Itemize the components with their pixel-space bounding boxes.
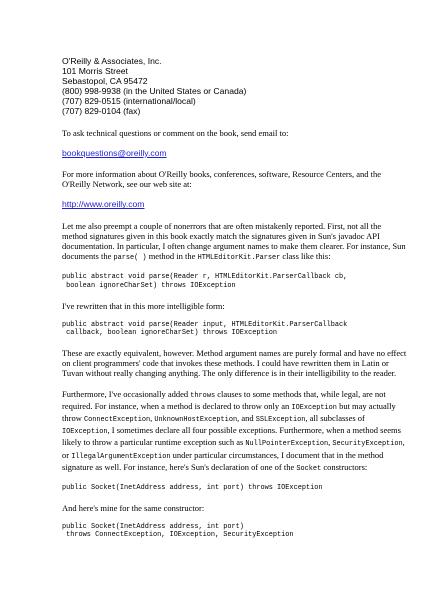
street-address: 101 Morris Street xyxy=(62,66,128,77)
nullpointerexception-code: NullPointerException xyxy=(245,440,329,449)
throws-text-9: , or xyxy=(62,437,405,460)
fax-number: (707) 829-0104 (fax) xyxy=(62,106,141,117)
email-link-paragraph xyxy=(62,148,407,158)
throws-text-1: Furthermore, I've occasionally added xyxy=(62,388,191,399)
more-info-paragraph: For more information about O'Reilly books, conferences, software, Resource Centers, and the O'Reilly Network, see our web site at: xyxy=(62,168,382,190)
throws-text-3: but may actually throw xyxy=(62,400,396,423)
throws-text-10: under particular circumstances, I document that in the method signature as well. For instance, here's Sun's declaration of one of the xyxy=(62,449,384,472)
throws-text-6: , all subclasses of xyxy=(305,412,365,423)
illegalargumentexception-code: IllegalArgumentException xyxy=(71,452,171,461)
website-link[interactable]: http://www.oreilly.com xyxy=(62,199,145,210)
throws-text-11: constructors: xyxy=(321,461,368,472)
website-link-paragraph xyxy=(62,199,407,209)
nonerrors-text-3: class like this: xyxy=(280,251,331,262)
socket-class-code: Socket xyxy=(296,464,322,473)
email-link[interactable]: bookquestions@oreilly.com xyxy=(62,147,167,158)
nonerrors-paragraph xyxy=(62,221,407,264)
equivalent-paragraph: These are exactly equivalent, however. Method argument names are purely formal and have no effect on client programmers' code that invokes these methods. I could have rewritten them in Latin or Tuvan without really changing anything. The only difference is in their intelligibility to the reader. xyxy=(62,347,407,379)
company-name: O'Reilly & Associates, Inc. xyxy=(62,56,162,66)
sslexception-code: SSLException xyxy=(255,415,306,424)
connectexception-code: ConnectException xyxy=(83,415,151,424)
parser-class-code: HTMLEditorKit.Parser xyxy=(197,254,281,263)
parse-method-code: parse( ) xyxy=(113,254,147,263)
rewritten-parse-signature: public abstract void parse(Reader input, HTMLEditorKit.ParserCallback callback, boolean ignoreCharSet) throws IOException xyxy=(62,320,348,338)
rewritten-paragraph: I've rewritten that in this more intelligible form: xyxy=(62,300,225,311)
sun-socket-signature: public Socket(InetAddress address, int port) throws IOException xyxy=(62,484,323,492)
mine-paragraph: And here's mine for the same constructor: xyxy=(62,502,205,513)
throws-text-5: , and xyxy=(237,412,256,423)
securityexception-code: SecurityException xyxy=(332,440,403,449)
throws-text-4: , xyxy=(150,412,155,423)
ioexception-code: IOException xyxy=(291,403,337,412)
throws-text-2: clauses to some methods that, while legal, are not required. For instance, when a method is declared to throw only an xyxy=(62,388,386,411)
phone-us: (800) 998-9938 (in the United States or Canada) xyxy=(62,86,247,97)
throws-text-7: , I sometimes declare all four possible exceptions. Furthermore, when a method seems likely to throw a particular runtime exception such as xyxy=(62,425,401,448)
throws-paragraph xyxy=(62,389,407,474)
nonerrors-text-1: Let me also preempt a couple of nonerrors that are often mistakenly reported. First, not all the method signatures given in this book exactly match the signatures given in Sun's javadoc API documentation. In particular, I often change argument names to make them clearer. For instance, Sun documents the xyxy=(62,220,406,262)
my-socket-signature: public Socket(InetAddress address, int port) throws ConnectException, IOException, SecurityException xyxy=(62,522,294,540)
document-page xyxy=(62,56,407,550)
sun-parse-signature: public abstract void parse(Reader r, HTMLEditorKit.ParserCallback cb, boolean ignoreCharSet) throws IOException xyxy=(62,273,348,290)
city-state-zip: Sebastopol, CA 95472 xyxy=(62,76,148,87)
throws-text-8: , xyxy=(328,437,333,448)
nonerrors-text-2: method in the xyxy=(146,251,198,262)
questions-paragraph: To ask technical questions or comment on the book, send email to: xyxy=(62,127,289,138)
throws-keyword-code: throws xyxy=(190,391,216,400)
ioexception-code-2: IOException xyxy=(62,428,108,437)
unknownhostexception-code: UnknownHostException xyxy=(154,415,238,424)
phone-international: (707) 829-0515 (international/local) xyxy=(62,96,196,107)
publisher-address xyxy=(62,56,407,117)
